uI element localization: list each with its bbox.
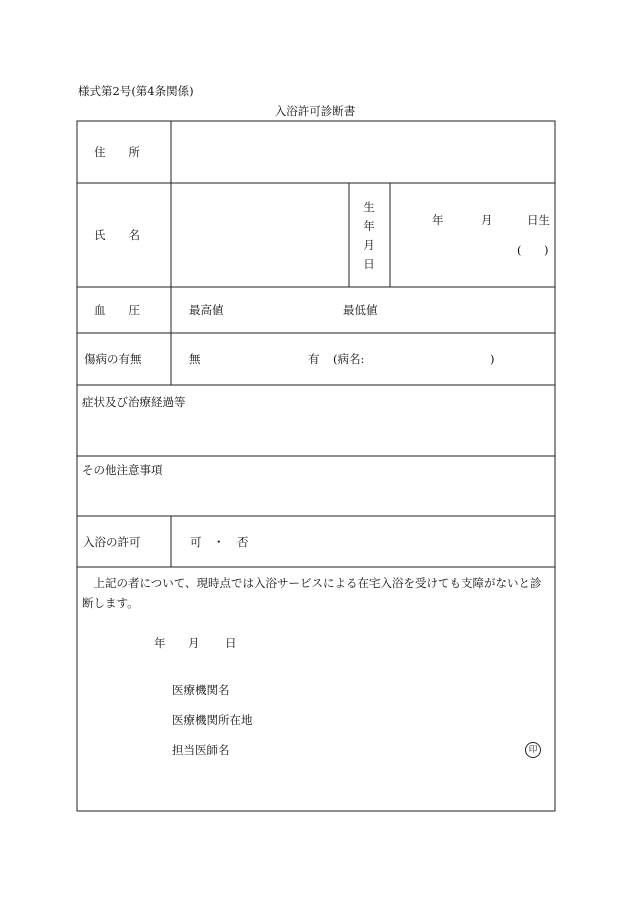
seal-mark: 印 [525,742,541,758]
permission-dot: ・ [213,535,225,549]
declaration-month-unit: 月 [188,636,200,650]
doctor-name-label: 担当医師名 [172,743,230,757]
birth-year-unit: 年 [432,213,444,227]
declaration-text: 上記の者について、現時点では入浴サービスによる在宅入浴を受けても支障がないと診断します。 [82,576,542,610]
permission-yes-option[interactable]: 可 [190,535,202,549]
address-field[interactable] [190,145,540,159]
name-label: 氏 名 [94,228,140,242]
age-open-paren: ( [517,243,522,257]
birth-day-unit: 日生 [527,213,550,227]
illness-name-close: ) [490,352,495,366]
bp-min-label: 最低値 [343,303,378,317]
declaration-day-unit: 日 [225,636,237,650]
illness-label: 傷病の有無 [84,352,142,366]
institution-address-label: 医療機関所在地 [172,713,253,727]
birth-date-label: 生年月日 [363,200,375,271]
name-field[interactable] [190,228,340,242]
form-number: 様式第2号(第4条関係) [78,84,194,98]
illness-name-open: (病名: [333,352,365,366]
other-notes-label: その他注意事項 [82,463,163,477]
illness-none-option[interactable]: 無 [189,352,201,366]
document-title: 入浴許可診断書 [274,104,356,118]
blood-pressure-label: 血 圧 [94,303,140,317]
symptoms-label: 症状及び治療経過等 [82,395,186,409]
illness-yes-option[interactable]: 有 [308,352,320,366]
declaration-year-unit: 年 [154,636,166,650]
institution-name-label: 医療機関名 [172,683,230,697]
bath-permission-label: 入浴の許可 [83,535,141,549]
permission-no-option[interactable]: 否 [237,535,249,549]
age-close-paren: ) [544,243,549,257]
address-label: 住 所 [94,145,140,159]
birth-month-unit: 月 [481,213,493,227]
bp-max-label: 最高値 [189,303,224,317]
